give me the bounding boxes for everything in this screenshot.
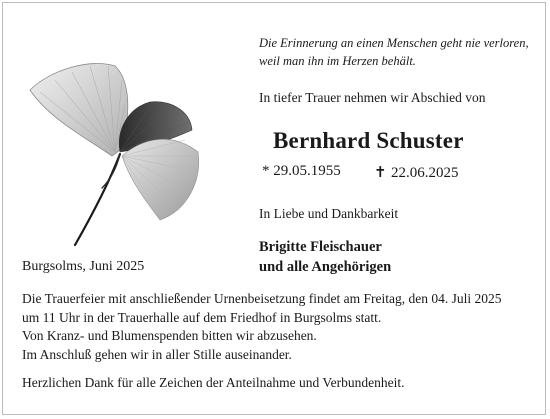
quote-line: weil man ihn im Herzen behält. <box>259 54 416 68</box>
detail-line: um 11 Uhr in der Trauerhalle auf dem Friedhof in Burgsolms statt. <box>22 309 382 325</box>
intro-text: In tiefer Trauer nehmen wir Abschied von <box>259 90 486 105</box>
closing-text: In Liebe und Dankbarkeit <box>259 206 399 221</box>
death-date: 22.06.2025 <box>391 165 459 181</box>
birth-date: * 29.05.1955 <box>262 163 341 179</box>
memorial-quote <box>259 34 529 70</box>
deceased-name: Bernhard Schuster <box>273 128 464 153</box>
cross-icon: ✝ <box>374 165 387 181</box>
death-date-line <box>374 163 459 182</box>
ceremony-details <box>22 290 502 364</box>
mourner-line: Brigitte Fleischauer <box>259 239 382 255</box>
quote-line: Die Erinnerung an einen Menschen geht nie verloren, <box>259 36 529 50</box>
mourners-list <box>259 237 391 277</box>
place-date: Burgsolms, Juni 2025 <box>22 259 145 274</box>
detail-line: Von Kranz- und Blumenspenden bitten wir abzusehen. <box>22 328 317 343</box>
detail-line: Im Anschluß gehen wir in aller Stille auseinander. <box>22 346 292 362</box>
detail-line: Die Trauerfeier mit anschließender Urnenbeisetzung findet am Freitag, den 04. Juli 2025 <box>22 291 502 306</box>
ginkgo-leaf-icon <box>20 60 210 250</box>
mourner-line: und alle Angehörigen <box>259 259 392 275</box>
thanks-text: Herzlichen Dank für alle Zeichen der Anteilnahme und Verbundenheit. <box>22 375 405 390</box>
